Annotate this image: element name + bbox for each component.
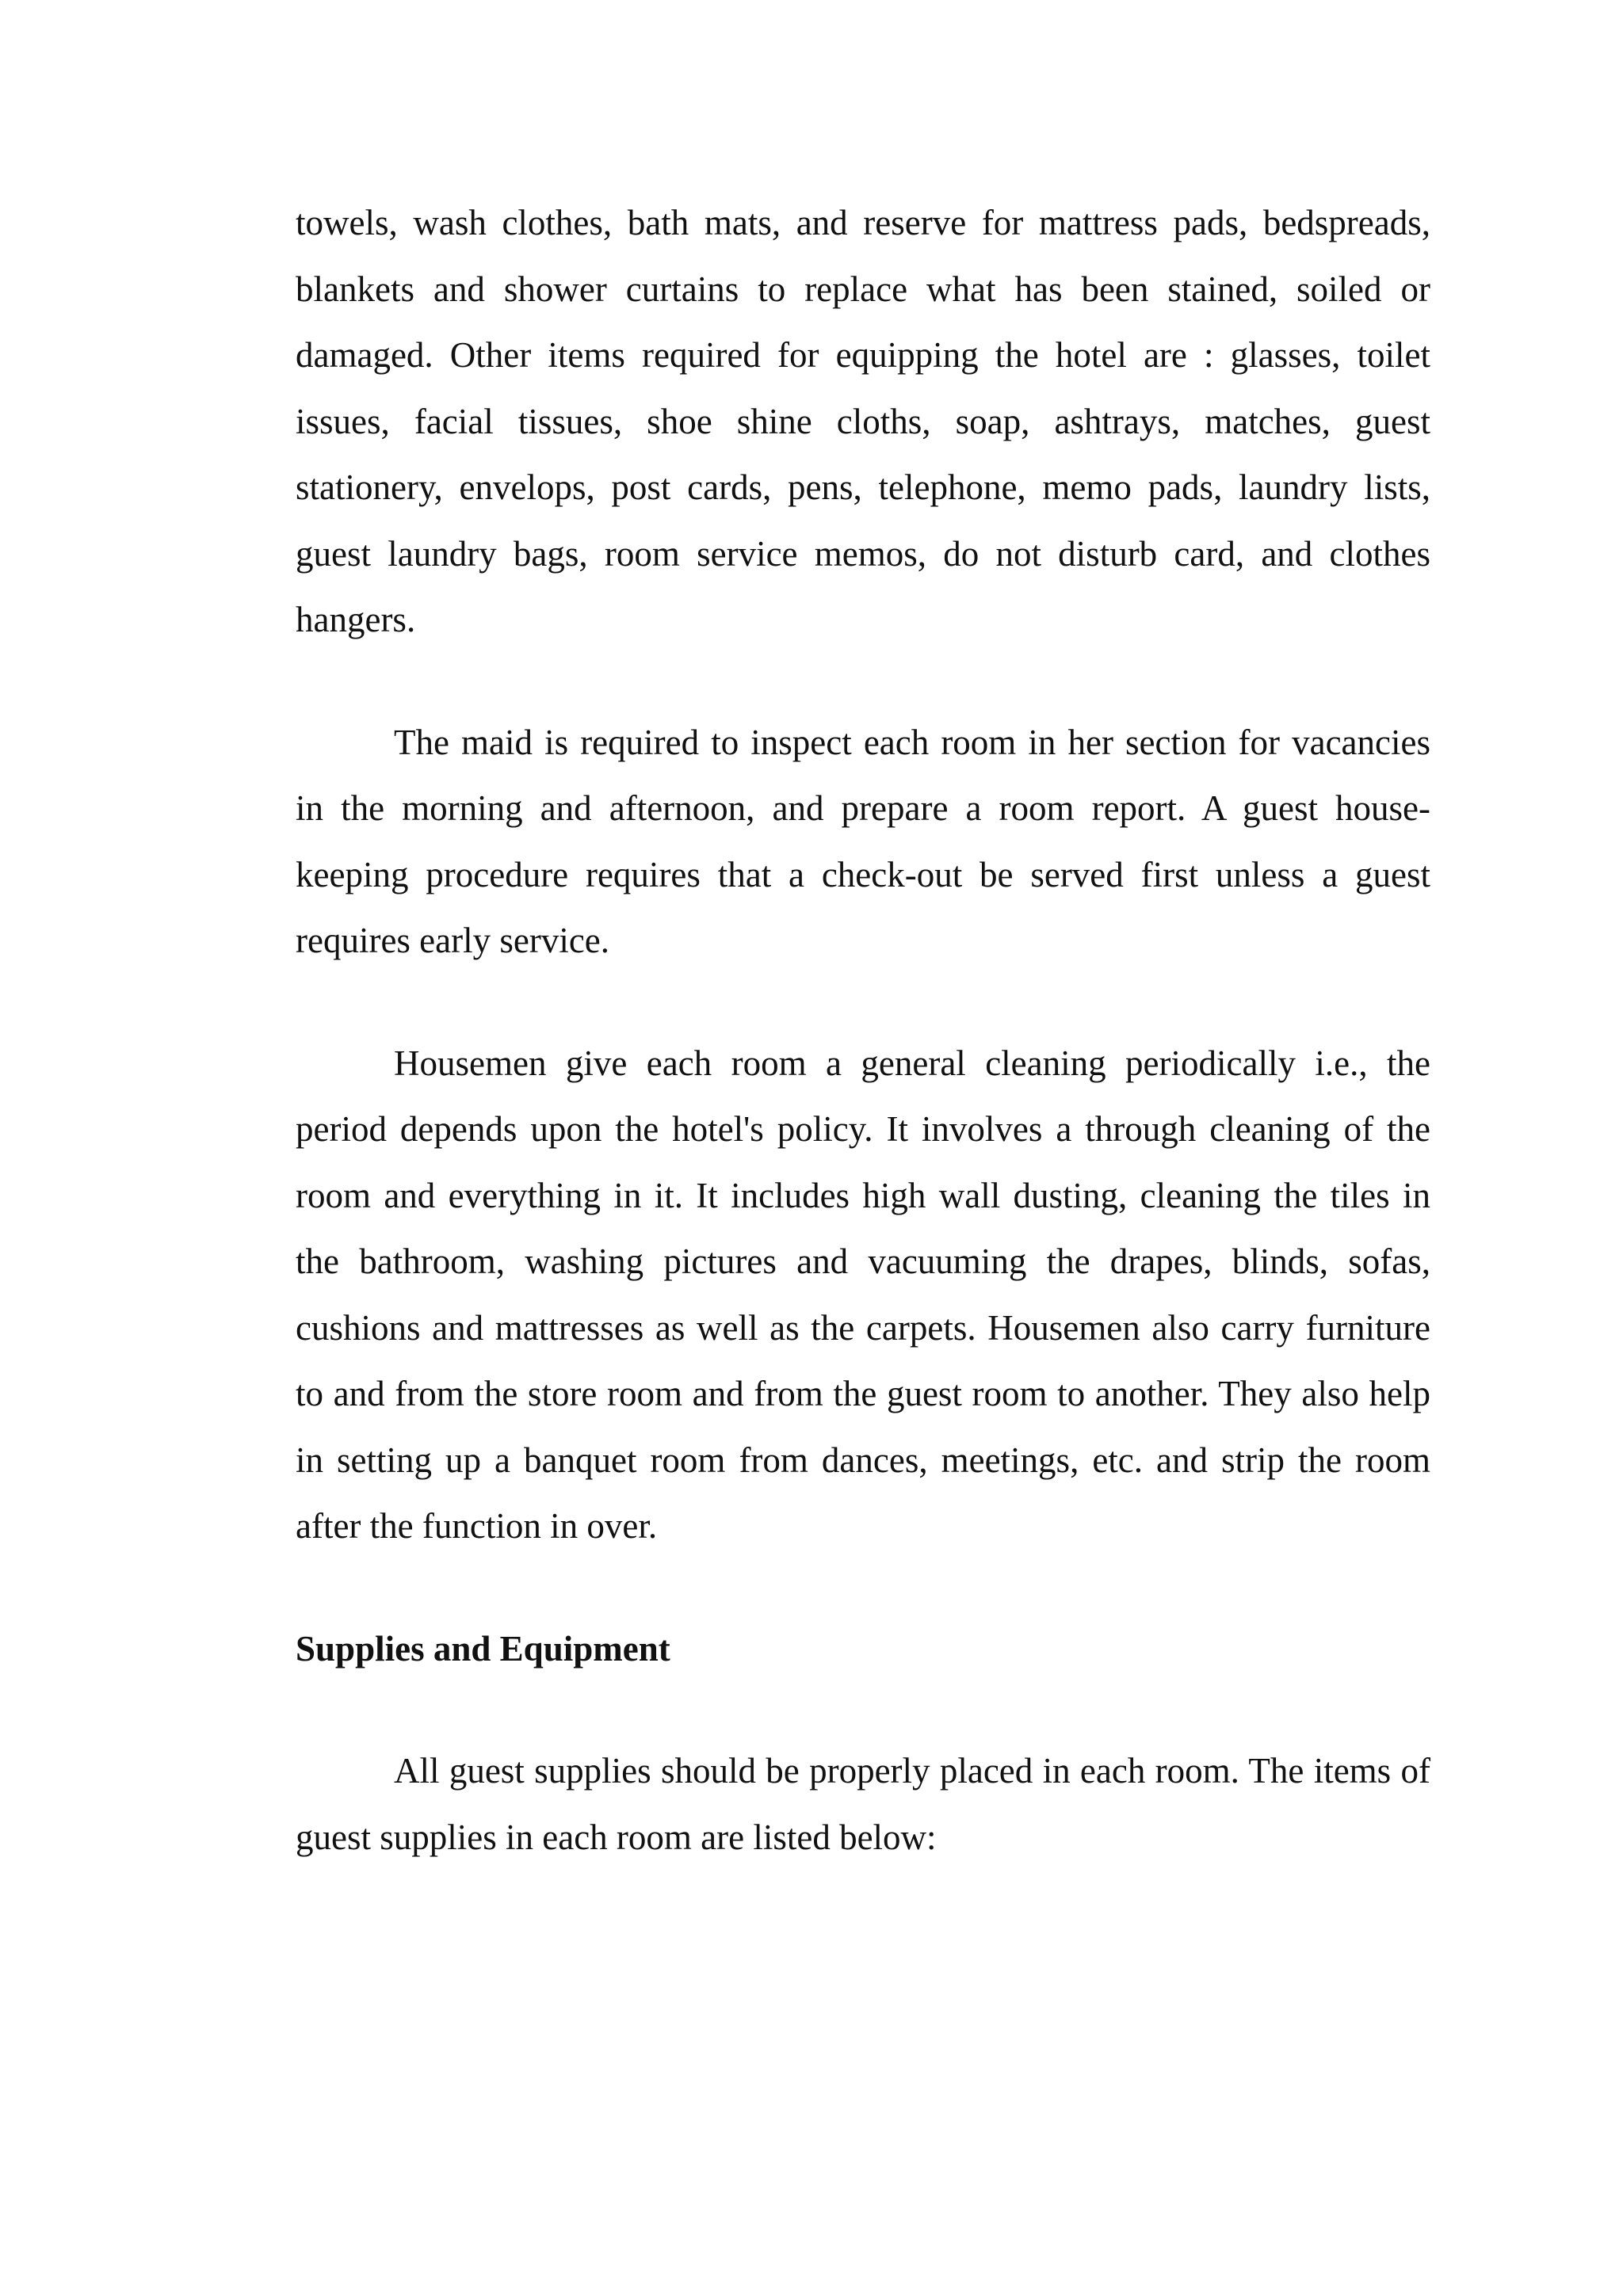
paragraph-guest-supplies: All guest supplies should be properly placed in each room. The items of guest supplies in each room are listed below: <box>296 1751 1430 1857</box>
document-body <box>296 190 1430 1871</box>
paragraph-maid-inspection: The maid is required to inspect each room in her section for vacancies in the morning and afternoon, and prepare a room report. A guest house-keeping procedure requires that a check-out be served first unless a guest requires early service. <box>296 722 1430 960</box>
paragraph-linen-supplies: towels, wash clothes, bath mats, and reserve for mattress pads, bedspreads, blankets and shower curtains to replace what has been stained, soiled or damaged. Other items required for equipping the hotel are : glasses, toilet issues, facial tissues, shoe shine cloths, soap, ashtrays, matches, guest stationery, envelops, post cards, pens, telephone, memo pads, laundry lists, guest laundry bags, room service memos, do not disturb card, and clothes hangers. <box>296 203 1430 639</box>
paragraph-housemen-cleaning: Housemen give each room a general cleaning periodically i.e., the period depends upon the hotel's policy. It involves a through cleaning of the room and everything in it. It includes high wall dusting, cleaning the tiles in the bathroom, washing pictures and vacuuming the drapes, blinds, sofas, cushions and mattresses as well as the carpets. Housemen also carry furniture to and from the store room and from the guest room to another. They also help in setting up a banquet room from dances, meetings, etc. and strip the room after the function in over. <box>296 1043 1430 1546</box>
section-heading: Supplies and Equipment <box>296 1628 670 1669</box>
